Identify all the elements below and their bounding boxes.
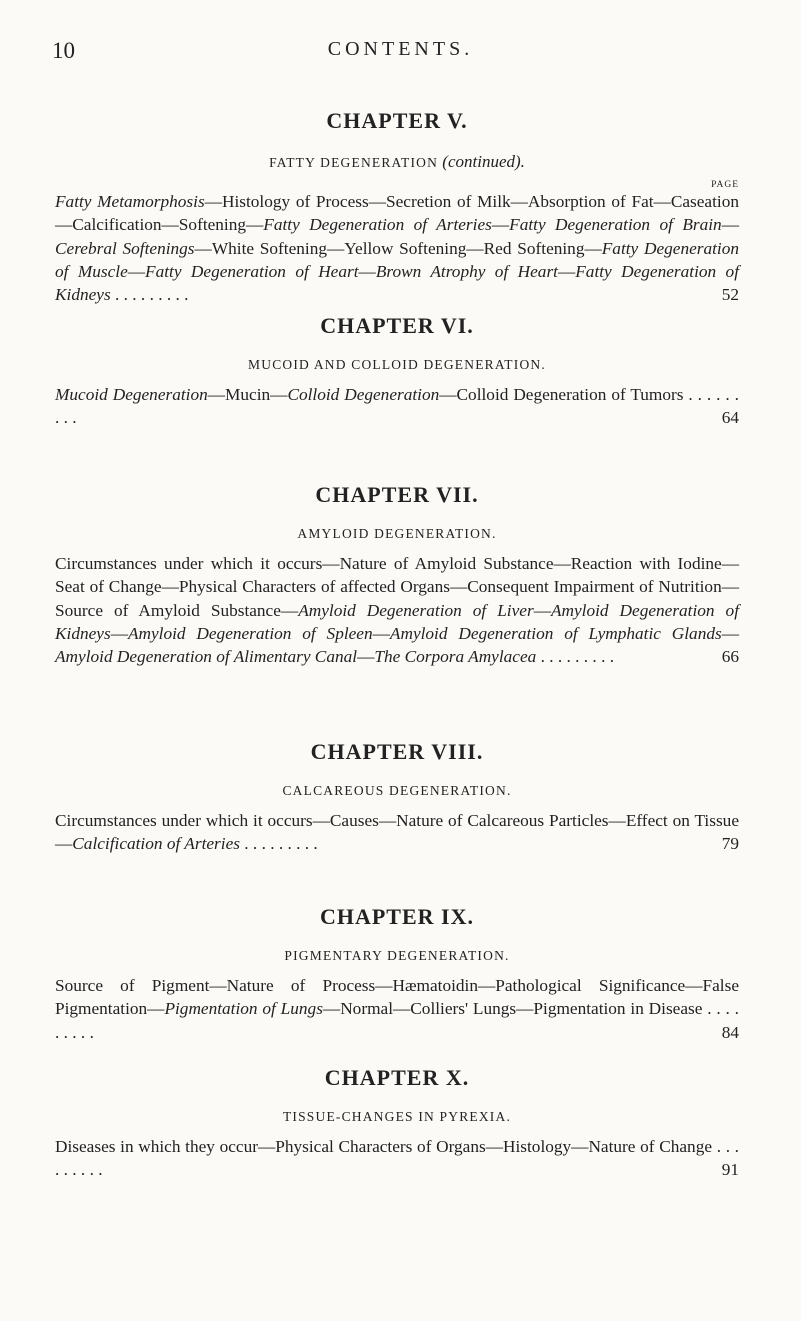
leader-dots: . . . . . . . . . bbox=[536, 647, 615, 667]
entry-text: Circumstances under which it occurs—Causes—Nature of Calcareous Particles—Effect on Tissue— bbox=[55, 811, 739, 854]
entry-topic-italic: The Corpora Amylacea bbox=[374, 647, 537, 667]
chapter-subtitle-text: FATTY DEGENERATION bbox=[269, 155, 439, 170]
chapter-subtitle-text: TISSUE-CHANGES IN PYREXIA. bbox=[282, 1109, 512, 1124]
entry-topic-italic: Amyloid Degeneration of Spleen bbox=[127, 623, 373, 643]
chapter-subtitle-text: AMYLOID DEGENERATION. bbox=[297, 526, 497, 541]
chapter-block bbox=[55, 313, 739, 430]
entry-page-number: 79 bbox=[721, 834, 739, 854]
entry-topic-italic: Pigmentation of Lungs bbox=[164, 999, 323, 1019]
contents-entry bbox=[55, 383, 739, 430]
chapter-subtitle bbox=[55, 357, 739, 373]
contents-entry bbox=[55, 1135, 739, 1182]
chapter-heading: CHAPTER X. bbox=[324, 1065, 470, 1090]
entry-text: — bbox=[533, 600, 551, 620]
chapter-subtitle-text: CALCAREOUS DEGENERATION. bbox=[282, 783, 512, 798]
chapter-subtitle bbox=[55, 1109, 739, 1125]
entry-topic-italic: Fatty Degeneration of Kidneys bbox=[55, 261, 740, 305]
entry-text: — bbox=[110, 623, 128, 643]
entry-topic-italic: Fatty Degeneration of Brain bbox=[509, 215, 722, 235]
chapter-subtitle bbox=[55, 526, 739, 542]
chapter-heading: CHAPTER IX. bbox=[319, 904, 474, 929]
entry-page-number: 52 bbox=[721, 285, 739, 305]
entry-topic-italic: Amyloid Degeneration of Liver bbox=[298, 600, 534, 620]
contents-entry bbox=[55, 552, 739, 668]
leader-dots: . . . . . . . . . bbox=[55, 1137, 740, 1180]
chapter-heading: CHAPTER V. bbox=[326, 108, 468, 133]
entry-topic-italic: Fatty Degeneration of Arteries bbox=[263, 215, 492, 235]
entry-text: — bbox=[557, 261, 576, 281]
chapter-block bbox=[55, 739, 739, 856]
chapter-subtitle-continued: (continued). bbox=[438, 152, 525, 171]
entry-page-number: 66 bbox=[721, 647, 739, 667]
entry-topic-italic: Brown Atrophy of Heart bbox=[375, 261, 558, 281]
entry-topic-italic: Amyloid Degeneration of Kidneys bbox=[55, 600, 739, 643]
chapter-heading: CHAPTER VIII. bbox=[310, 739, 484, 764]
contents-entry bbox=[55, 190, 739, 306]
chapter-subtitle-text: PIGMENTARY DEGENERATION. bbox=[284, 948, 510, 963]
entry-topic-italic: Fatty Degeneration of Heart bbox=[145, 261, 359, 281]
entry-text: — bbox=[127, 261, 146, 281]
entry-text: —Colloid Degeneration of Tumors bbox=[439, 385, 684, 404]
entry-text: — bbox=[491, 215, 510, 235]
chapter-heading: CHAPTER VI. bbox=[320, 313, 474, 338]
entry-page-number: 64 bbox=[721, 408, 739, 428]
entry-text: Source of Pigment—Nature of Process—Hæmatoidin—Pathological Significance—False Pigmentation— bbox=[55, 976, 739, 1019]
contents-entry bbox=[55, 809, 739, 856]
entry-topic-italic: Fatty Metamorphosis bbox=[55, 192, 205, 211]
entry-topic-italic: Colloid Degeneration bbox=[287, 385, 440, 404]
entry-topic-italic: Fatty Degeneration of Muscle bbox=[55, 238, 739, 281]
chapter-block bbox=[55, 904, 739, 1044]
entry-page-number: 91 bbox=[721, 1160, 739, 1180]
entry-text: — bbox=[372, 623, 390, 643]
entry-text: —Histology of Process—Secretion of Milk—Absorption of Fat—Caseation—Calcification—Softening— bbox=[55, 192, 739, 235]
leader-dots: . . . . . . . . . bbox=[55, 999, 739, 1042]
entry-topic-italic: Amyloid Degeneration of Alimentary Canal bbox=[55, 647, 358, 667]
running-title: CONTENTS. bbox=[327, 38, 474, 60]
running-head bbox=[52, 38, 749, 64]
entry-text: Circumstances under which it occurs—Nature of Amyloid Substance—Reaction with Iodine—Seat of Change—Physical Characters of affected Organs—Consequent Impairment of Nutrition—Source of Amyloid Substance— bbox=[55, 554, 739, 620]
leader-dots: . . . . . . . . . bbox=[55, 385, 739, 428]
page-column-label: PAGE bbox=[711, 180, 739, 190]
entry-text: — bbox=[721, 623, 739, 643]
entry-text: — bbox=[358, 261, 376, 281]
page-number: 10 bbox=[52, 38, 75, 63]
entry-topic-italic: Mucoid Degeneration bbox=[55, 385, 208, 404]
entry-text: —White Softening—Yellow Softening—Red Softening— bbox=[194, 238, 602, 258]
chapter-block bbox=[55, 1065, 739, 1182]
entry-topic-italic: Calcification of Arteries bbox=[72, 834, 240, 854]
entry-page-number: 84 bbox=[721, 1022, 739, 1042]
chapter-heading: CHAPTER VII. bbox=[315, 482, 479, 507]
chapter-subtitle bbox=[55, 783, 739, 799]
leader-dots: . . . . . . . . . bbox=[110, 285, 189, 305]
chapter-block bbox=[55, 482, 739, 668]
entry-text: —Mucin— bbox=[207, 385, 288, 404]
chapter-subtitle-text: MUCOID AND COLLOID DEGENERATION. bbox=[248, 357, 546, 372]
entry-topic-italic: Amyloid Degeneration of Lymphatic Glands bbox=[389, 623, 722, 643]
entry-text: Diseases in which they occur—Physical Characters of Organs—Histology—Nature of Change bbox=[55, 1137, 713, 1156]
entry-topic-italic: Cerebral Softenings bbox=[55, 238, 195, 258]
entry-text: — bbox=[721, 215, 739, 235]
contents-entry bbox=[55, 974, 739, 1044]
leader-dots: . . . . . . . . . bbox=[239, 834, 318, 854]
chapter-subtitle bbox=[55, 948, 739, 964]
chapter-subtitle bbox=[55, 152, 739, 172]
entry-text: —Normal—Colliers' Lungs—Pigmentation in Disease bbox=[322, 999, 703, 1019]
chapter-block bbox=[55, 108, 739, 306]
entry-text: — bbox=[357, 647, 375, 667]
